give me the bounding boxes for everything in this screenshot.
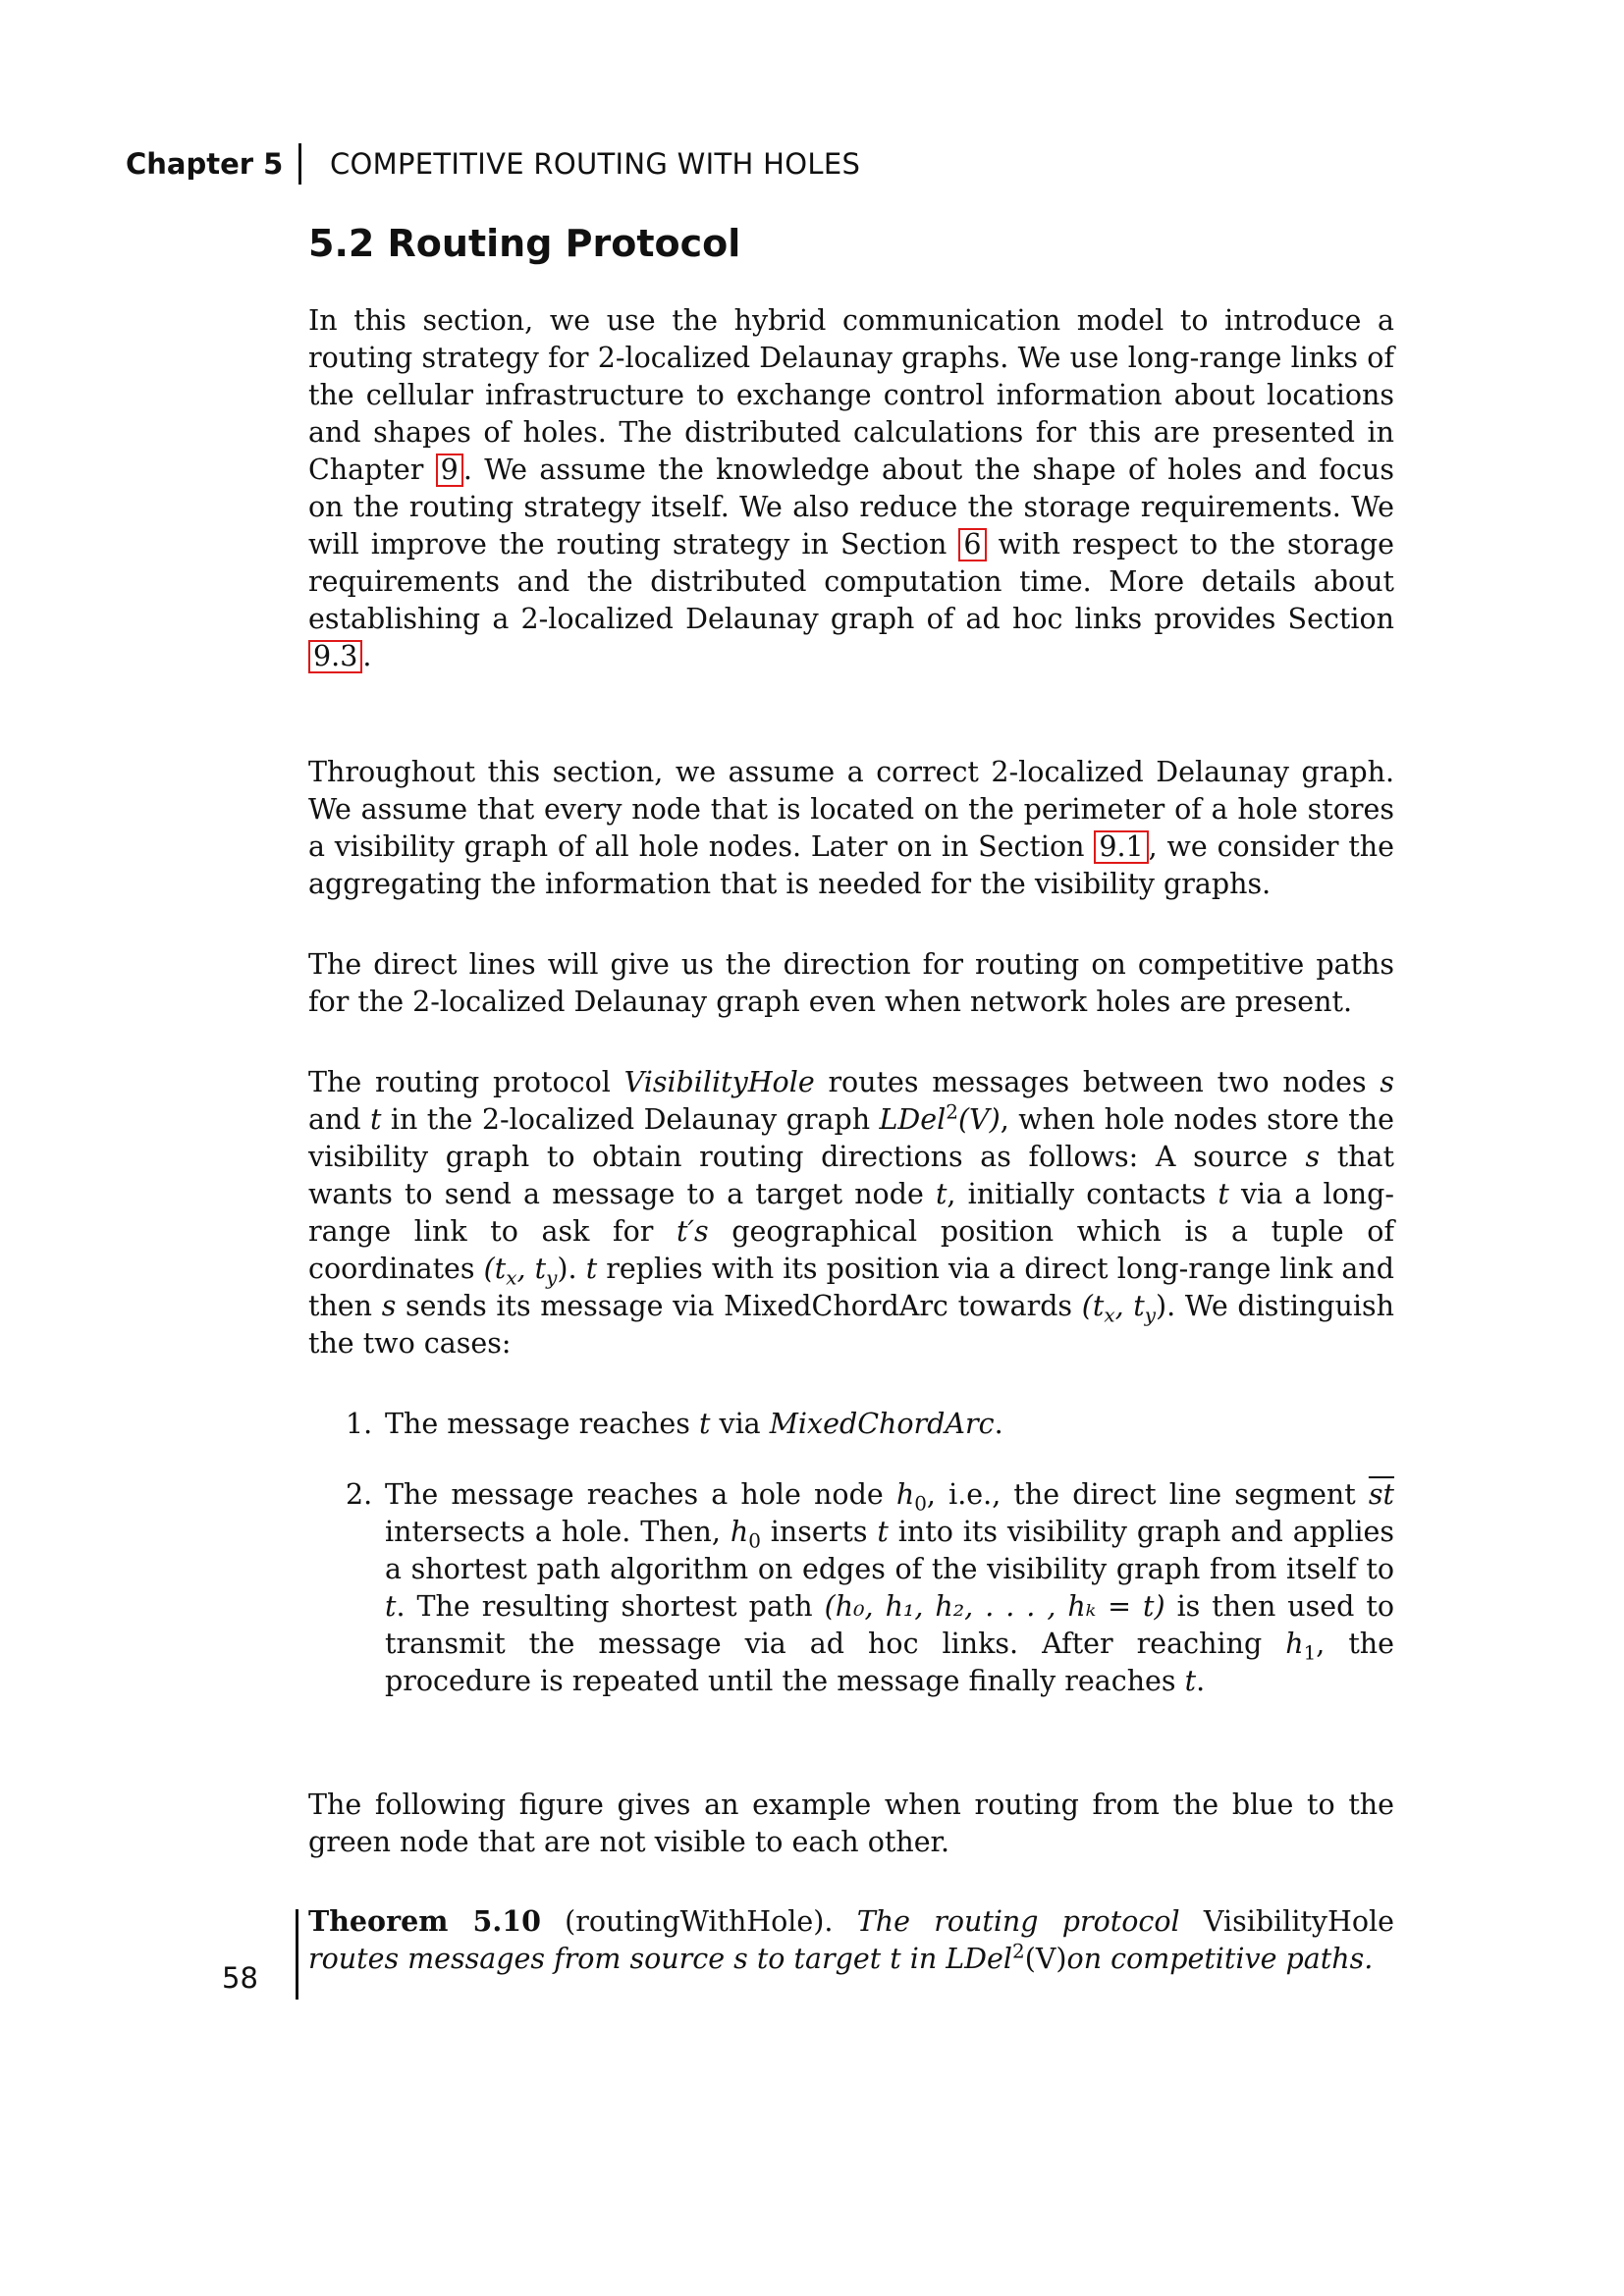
- math-coords: , t: [1114, 1290, 1145, 1322]
- math-arg: (V): [1024, 1943, 1067, 1975]
- text-run: .: [1196, 1665, 1206, 1697]
- text-run: The message reaches: [385, 1408, 699, 1440]
- math-coords: , t: [516, 1253, 547, 1285]
- paragraph-figure-intro: The following figure gives an example when routing from the blue to the green node that are not visible to each other.: [308, 1789, 1394, 1858]
- math-arg: (V): [957, 1103, 1001, 1136]
- math-sub: 0: [914, 1491, 927, 1516]
- text-run: In this section, we use the hybrid communication model to introduce a routing strategy for 2-localized Delaunay graphs. We use long-range links of the cellular infrastructure to exchange control information about locations and shapes of holes. The distributed calculations for this are presented in Chapter: [308, 304, 1394, 486]
- text-run: geographical position which is a tuple of coordinates: [308, 1215, 1394, 1285]
- math-t: t: [1218, 1178, 1229, 1210]
- math-coords: ): [1156, 1290, 1167, 1322]
- theorem-name: (routingWithHole).: [540, 1905, 834, 1938]
- math-coords: (t: [1081, 1290, 1105, 1322]
- text-run: , the procedure is repeated until the message finally reaches: [385, 1628, 1394, 1697]
- text-run: sends its message via MixedChordArc towards: [396, 1290, 1082, 1322]
- text-run: to target: [747, 1943, 891, 1975]
- theorem-5-10: [308, 1902, 1394, 1978]
- protocol-name: VisibilityHole: [1203, 1905, 1394, 1938]
- text-run: in the 2-localized Delaunay graph: [381, 1103, 880, 1136]
- math-t: t: [877, 1516, 889, 1548]
- math-t: t: [935, 1178, 947, 1210]
- paragraph-assumptions: [308, 754, 1394, 903]
- text-run: , when hole nodes store the visibility graph to obtain routing directions as follows: A source: [308, 1103, 1394, 1173]
- header-divider: [298, 143, 301, 185]
- text-run: .: [568, 1253, 586, 1285]
- section-9-1-link[interactable]: 9.1: [1094, 830, 1148, 864]
- math-t: t: [370, 1103, 382, 1136]
- text-run: Throughout this section, we assume a correct 2-localized Delaunay graph. We assume that every node that is located on the perimeter of a hole stores a visibility graph of all hole nodes. Later on in Section: [308, 756, 1394, 863]
- chapter-9-link[interactable]: 9: [436, 454, 463, 487]
- text-run: replies with its position via a direct long-range link and then: [308, 1253, 1395, 1322]
- chapter-label: Chapter 5: [126, 147, 284, 181]
- math-s: s: [1305, 1141, 1321, 1173]
- text-run: . We distinguish the two cases:: [308, 1290, 1394, 1360]
- math-path: (h₀, h₁, h₂, . . . , hₖ = t): [824, 1590, 1165, 1623]
- page-number: 58: [222, 1961, 258, 1995]
- text-run: into its visibility graph and applies a shortest path algorithm on edges of the visibility graph from itself to: [385, 1516, 1394, 1585]
- math-exponent: 2: [946, 1099, 958, 1124]
- protocol-name: VisibilityHole: [623, 1066, 815, 1098]
- section-heading: 5.2 Routing Protocol: [308, 222, 741, 265]
- math-ldel: LDel: [879, 1103, 947, 1136]
- text-run: via: [710, 1408, 770, 1440]
- paragraph-direct-lines: The direct lines will give us the direction for routing on competitive paths for the 2-localized Delaunay graph even when network holes are present.: [308, 948, 1394, 1018]
- math-h: h: [1285, 1628, 1304, 1660]
- math-segment-st: $\overline{st}$: [1368, 1478, 1394, 1511]
- paragraph-protocol: [308, 1064, 1394, 1362]
- text-run: is then used to transmit the message via ad hoc links. After reaching: [385, 1590, 1394, 1660]
- text-run: The routing protocol: [308, 1066, 624, 1098]
- text-run: routes messages from source: [308, 1943, 734, 1975]
- math-t-prime: t′s: [677, 1215, 709, 1248]
- text-run: . We assume the knowledge about the shape of holes and focus on the routing strategy itself. We also reduce the storage requirements. We will improve the routing strategy in Section: [308, 454, 1394, 561]
- list-item: [308, 1406, 1394, 1443]
- math-s: s: [381, 1290, 397, 1322]
- text-run: , initially contacts: [947, 1178, 1218, 1210]
- math-h: h: [895, 1478, 915, 1511]
- list-item: [308, 1476, 1394, 1700]
- math-s: s: [733, 1943, 748, 1975]
- algorithm-name: MixedChordArc: [769, 1408, 995, 1440]
- math-sub-x: x: [1104, 1303, 1115, 1327]
- text-run: intersects a hole. Then,: [385, 1516, 731, 1548]
- text-run: The routing protocol: [833, 1905, 1204, 1938]
- theorem-label: Theorem 5.10: [308, 1904, 541, 1938]
- section-9-3-link[interactable]: 9.3: [308, 640, 362, 673]
- text-run: .: [994, 1408, 1003, 1440]
- text-run: , we consider the aggregating the information that is needed for the visibility graphs.: [308, 830, 1394, 900]
- text-run: via a long-range link to ask for: [308, 1178, 1394, 1248]
- math-sub: 0: [748, 1528, 761, 1553]
- math-sub-y: y: [546, 1265, 558, 1290]
- text-run: that wants to send a message to a target node: [308, 1141, 1394, 1210]
- math-h: h: [730, 1516, 749, 1548]
- math-sub-x: x: [506, 1265, 517, 1290]
- text-run: routes messages between two nodes: [814, 1066, 1380, 1098]
- footer-divider: [296, 1909, 298, 2000]
- text-run: . The resulting shortest path: [396, 1590, 825, 1623]
- math-t: t: [698, 1408, 711, 1440]
- list-number: 1.: [346, 1408, 373, 1440]
- text-run: , i.e., the direct line segment: [926, 1478, 1369, 1511]
- paragraph-intro: [308, 302, 1394, 675]
- math-t: t: [385, 1590, 397, 1623]
- math-ldel: LDel: [946, 1943, 1013, 1975]
- chapter-title: COMPETITIVE ROUTING WITH HOLES: [330, 147, 861, 181]
- math-s: s: [1380, 1066, 1395, 1098]
- math-coords: ): [557, 1253, 568, 1285]
- math-sub-y: y: [1144, 1303, 1157, 1327]
- text-run: .: [362, 640, 372, 672]
- case-list: [308, 1406, 1394, 1700]
- section-6-link[interactable]: 6: [958, 528, 986, 561]
- math-t: t: [890, 1943, 901, 1975]
- list-number: 2.: [346, 1478, 373, 1511]
- math-exponent: 2: [1012, 1939, 1025, 1963]
- text-run: on competitive paths.: [1066, 1943, 1374, 1975]
- math-coords: (t: [483, 1253, 507, 1285]
- text-run: inserts: [760, 1516, 878, 1548]
- math-sub: 1: [1303, 1640, 1317, 1665]
- text-run: with respect to the storage requirements and the distributed computation time. More details about establishing a 2-localized Delaunay graph of ad hoc links provides Section: [308, 528, 1394, 635]
- text-run: in: [900, 1943, 947, 1975]
- main-text: [308, 302, 1394, 1978]
- text-run: The message reaches a hole node: [385, 1478, 896, 1511]
- math-t: t: [1184, 1665, 1197, 1697]
- math-t: t: [585, 1253, 598, 1285]
- text-run: and: [308, 1103, 370, 1136]
